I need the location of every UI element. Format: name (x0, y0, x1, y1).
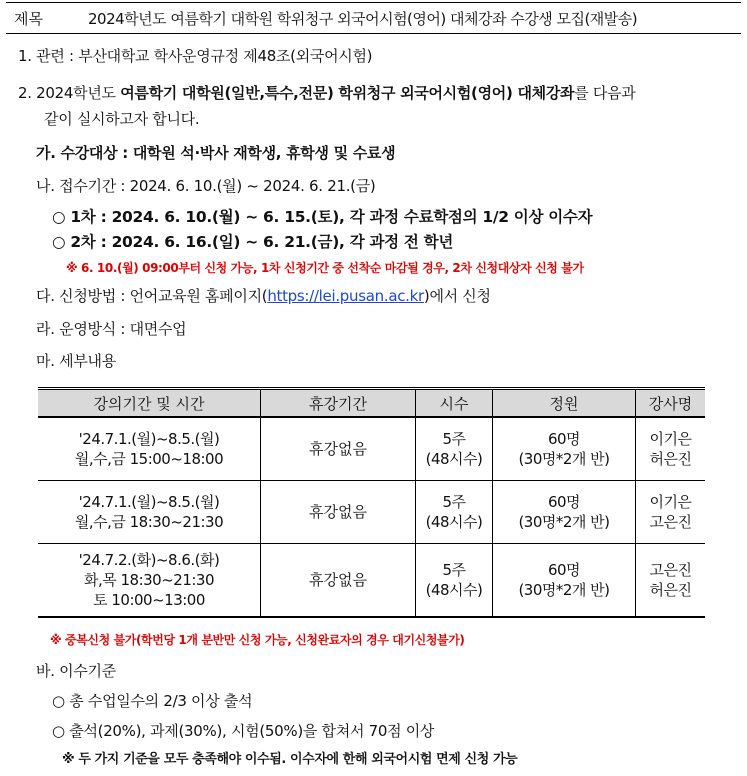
lecture-table (38, 387, 705, 618)
capacity-total: 60명 (547, 493, 581, 511)
hours-weeks: 5주 (442, 561, 466, 579)
cell-hours (416, 481, 493, 544)
cell-capacity (493, 417, 636, 481)
header-period: 강의기간 및 시간 (38, 389, 261, 418)
item-na-period: 나. 접수기간 : 2024. 6. 10.(월) ~ 2024. 6. 21.(금) (36, 177, 376, 195)
section-2-suffix: 를 다음과 (574, 84, 636, 102)
item-ra-mode: 라. 운영방식 : 대면수업 (36, 320, 187, 338)
header-capacity: 정원 (493, 389, 636, 418)
period-times: 화,목 18:30~21:30 (83, 571, 215, 589)
ba-attendance: ○ 총 수업일수의 2/3 이상 출석 (52, 692, 253, 710)
da-prefix: 다. 신청방법 : 언어교육원 홈페이지( (36, 287, 268, 305)
header-hours: 시수 (416, 389, 493, 418)
period-times: 월,수,금 18:30~21:30 (74, 513, 224, 531)
cell-break: 휴강없음 (261, 481, 416, 544)
cell-break: 휴강없음 (261, 544, 416, 618)
period-dates: '24.7.1.(월)~8.5.(월) (78, 430, 220, 448)
hours-total: (48시수) (425, 581, 483, 599)
da-suffix: )에서 신청 (423, 287, 491, 305)
homepage-link[interactable]: https://lei.pusan.ac.kr (267, 287, 424, 305)
ba-score: ○ 출석(20%), 과제(30%), 시험(50%)을 합쳐서 70점 이상 (52, 722, 435, 740)
period-times: 월,수,금 15:00~18:00 (74, 450, 224, 468)
capacity-total: 60명 (547, 430, 581, 448)
instructor-name: 고은진 (649, 513, 692, 531)
item-ga-target: 가. 수강대상 : 대학원 석·박사 재학생, 휴학생 및 수료생 (36, 144, 396, 162)
title-label: 제목 (14, 10, 43, 28)
cell-instructor (636, 481, 706, 544)
document-title: 2024학년도 여름학기 대학원 학위청구 외국어시험(영어) 대체강좌 수강생 모집(재발송) (88, 10, 638, 28)
cell-break: 휴강없음 (261, 417, 416, 481)
hours-total: (48시수) (425, 450, 483, 468)
hours-total: (48시수) (425, 513, 483, 531)
capacity-detail: (30명*2개 반) (518, 450, 610, 468)
section-2-prefix: 2. 2024학년도 (18, 84, 121, 102)
instructor-name: 허은진 (649, 581, 692, 599)
table-row (38, 544, 705, 618)
item-ma-details: 마. 세부내용 (36, 352, 116, 370)
na-note: ※ 6. 10.(월) 09:00부터 신청 가능, 1차 신청기간 중 선착순 마감될 경우, 2차 신청대상자 신청 불가 (66, 261, 584, 275)
instructor-name: 이기은 (649, 430, 692, 448)
table-row (38, 417, 705, 481)
cell-period (38, 481, 261, 544)
cell-period (38, 417, 261, 481)
section-2-line-1 (18, 82, 635, 103)
hours-weeks: 5주 (442, 493, 466, 511)
instructor-name: 고은진 (649, 561, 692, 579)
section-2-line-2: 같이 실시하고자 합니다. (44, 110, 200, 128)
period-dates: '24.7.2.(화)~8.6.(화) (78, 551, 220, 569)
cell-capacity (493, 481, 636, 544)
section-2-bold: 여름학기 대학원(일반,특수,전문) 학위청구 외국어시험(영어) 대체강좌 (120, 84, 575, 102)
cell-instructor (636, 417, 706, 481)
table-note: ※ 중복신청 불가(학번당 1개 분반만 신청 가능, 신청완료자의 경우 대기신청불가) (50, 633, 465, 647)
instructor-name: 허은진 (649, 450, 692, 468)
instructor-name: 이기은 (649, 493, 692, 511)
na-round-2: ○ 2차 : 2024. 6. 16.(일) ~ 6. 21.(금), 각 과정 전 학년 (52, 233, 454, 251)
cell-hours (416, 417, 493, 481)
ba-note: ※ 두 가지 기준을 모두 충족해야 이수됨. 이수자에 한해 외국어시험 면제 신청 가능 (62, 752, 518, 767)
item-ba-criteria: 바. 이수기준 (36, 662, 116, 680)
header-break: 휴강기간 (261, 389, 416, 418)
cell-instructor (636, 544, 706, 618)
item-da-method (36, 285, 491, 306)
table-row (38, 481, 705, 544)
period-dates: '24.7.1.(월)~8.5.(월) (78, 493, 220, 511)
capacity-detail: (30명*2개 반) (518, 513, 610, 531)
cell-capacity (493, 544, 636, 618)
na-round-1: ○ 1차 : 2024. 6. 10.(월) ~ 6. 15.(토), 각 과정 수료학점의 1/2 이상 이수자 (52, 208, 593, 226)
section-1-related: 1. 관련 : 부산대학교 학사운영규정 제48조(외국어시험) (18, 47, 373, 65)
capacity-detail: (30명*2개 반) (518, 581, 610, 599)
period-times-saturday: 토 10:00~13:00 (93, 591, 205, 609)
hours-weeks: 5주 (442, 430, 466, 448)
cell-period (38, 544, 261, 618)
table-header-row (38, 389, 705, 418)
capacity-total: 60명 (547, 561, 581, 579)
cell-hours (416, 544, 493, 618)
header-instructor: 강사명 (636, 389, 706, 418)
